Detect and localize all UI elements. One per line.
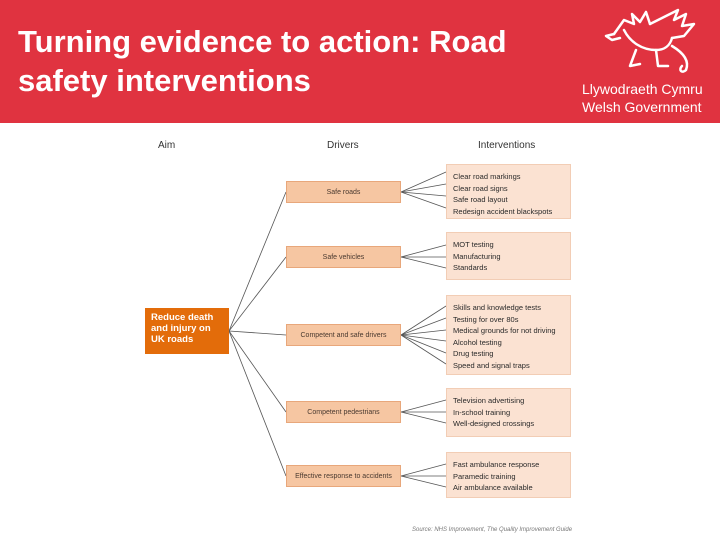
connector-d4-i3 [401, 412, 446, 423]
intervention-item: Alcohol testing [453, 337, 502, 347]
intervention-item: Well-designed crossings [453, 419, 535, 428]
connector-aim-safe-vehicles [229, 257, 286, 331]
driver-box-competent-drivers: Competent and safe drivers [286, 324, 401, 346]
connector-aim-response [229, 331, 286, 476]
connector-d1-i2 [401, 184, 446, 192]
intervention-item: Manufacturing [453, 251, 501, 261]
connector-d4-i1 [401, 400, 446, 412]
heading-aim: Aim [158, 140, 176, 151]
connector-d5-i3 [401, 476, 446, 487]
heading-drivers: Drivers [327, 140, 359, 151]
intervention-item: Skills and knowledge tests [453, 303, 541, 312]
intervention-box-response [446, 452, 571, 498]
connector-d2-i3 [401, 257, 446, 268]
logo-line-welsh: Llywodraeth Cymru [582, 81, 703, 97]
intervention-item: In-school training [453, 407, 511, 417]
connector-aim-safe-roads [229, 192, 286, 331]
intervention-box-drivers [446, 295, 571, 375]
intervention-item: Drug testing [453, 349, 494, 358]
connector-d5-i1 [401, 464, 446, 476]
intervention-item: Redesign accident blackspots [453, 206, 553, 216]
connector-aim-pedestrians [229, 331, 286, 412]
driver-box-safe-roads: Safe roads [286, 181, 401, 203]
logo-line-english: Welsh Government [582, 99, 702, 115]
intervention-item: Clear road signs [453, 183, 508, 193]
intervention-item: Medical grounds for not driving [453, 326, 556, 335]
intervention-item: Clear road markings [453, 172, 521, 181]
source-note: Source: NHS Improvement, The Quality Improvement Guide [412, 527, 573, 533]
connector-aim-drivers [229, 331, 286, 335]
intervention-box-safe-roads [446, 164, 571, 219]
connector-d1-i1 [401, 172, 446, 192]
aim-box: Reduce death and injury on UK roads [145, 308, 229, 354]
intervention-item: MOT testing [453, 240, 494, 249]
intervention-item: Television advertising [453, 396, 525, 405]
slide-title: Turning evidence to action: Road safety interventions [18, 24, 507, 98]
intervention-item: Safe road layout [453, 195, 508, 204]
connector-d2-i1 [401, 245, 446, 257]
intervention-item: Air ambulance available [453, 483, 533, 492]
intervention-item: Testing for over 80s [453, 314, 519, 324]
intervention-item: Standards [453, 263, 488, 272]
driver-box-competent-pedestrians: Competent pedestrians [286, 401, 401, 423]
intervention-box-safe-vehicles [446, 232, 571, 280]
driver-box-effective-response: Effective response to accidents [286, 465, 401, 487]
intervention-item: Speed and signal traps [453, 360, 530, 370]
intervention-box-pedestrians [446, 388, 571, 437]
intervention-item: Paramedic training [453, 471, 516, 481]
connector-d3-i6 [401, 335, 446, 364]
intervention-item: Fast ambulance response [453, 460, 540, 469]
heading-interventions: Interventions [478, 140, 536, 151]
driver-box-safe-vehicles: Safe vehicles [286, 246, 401, 268]
